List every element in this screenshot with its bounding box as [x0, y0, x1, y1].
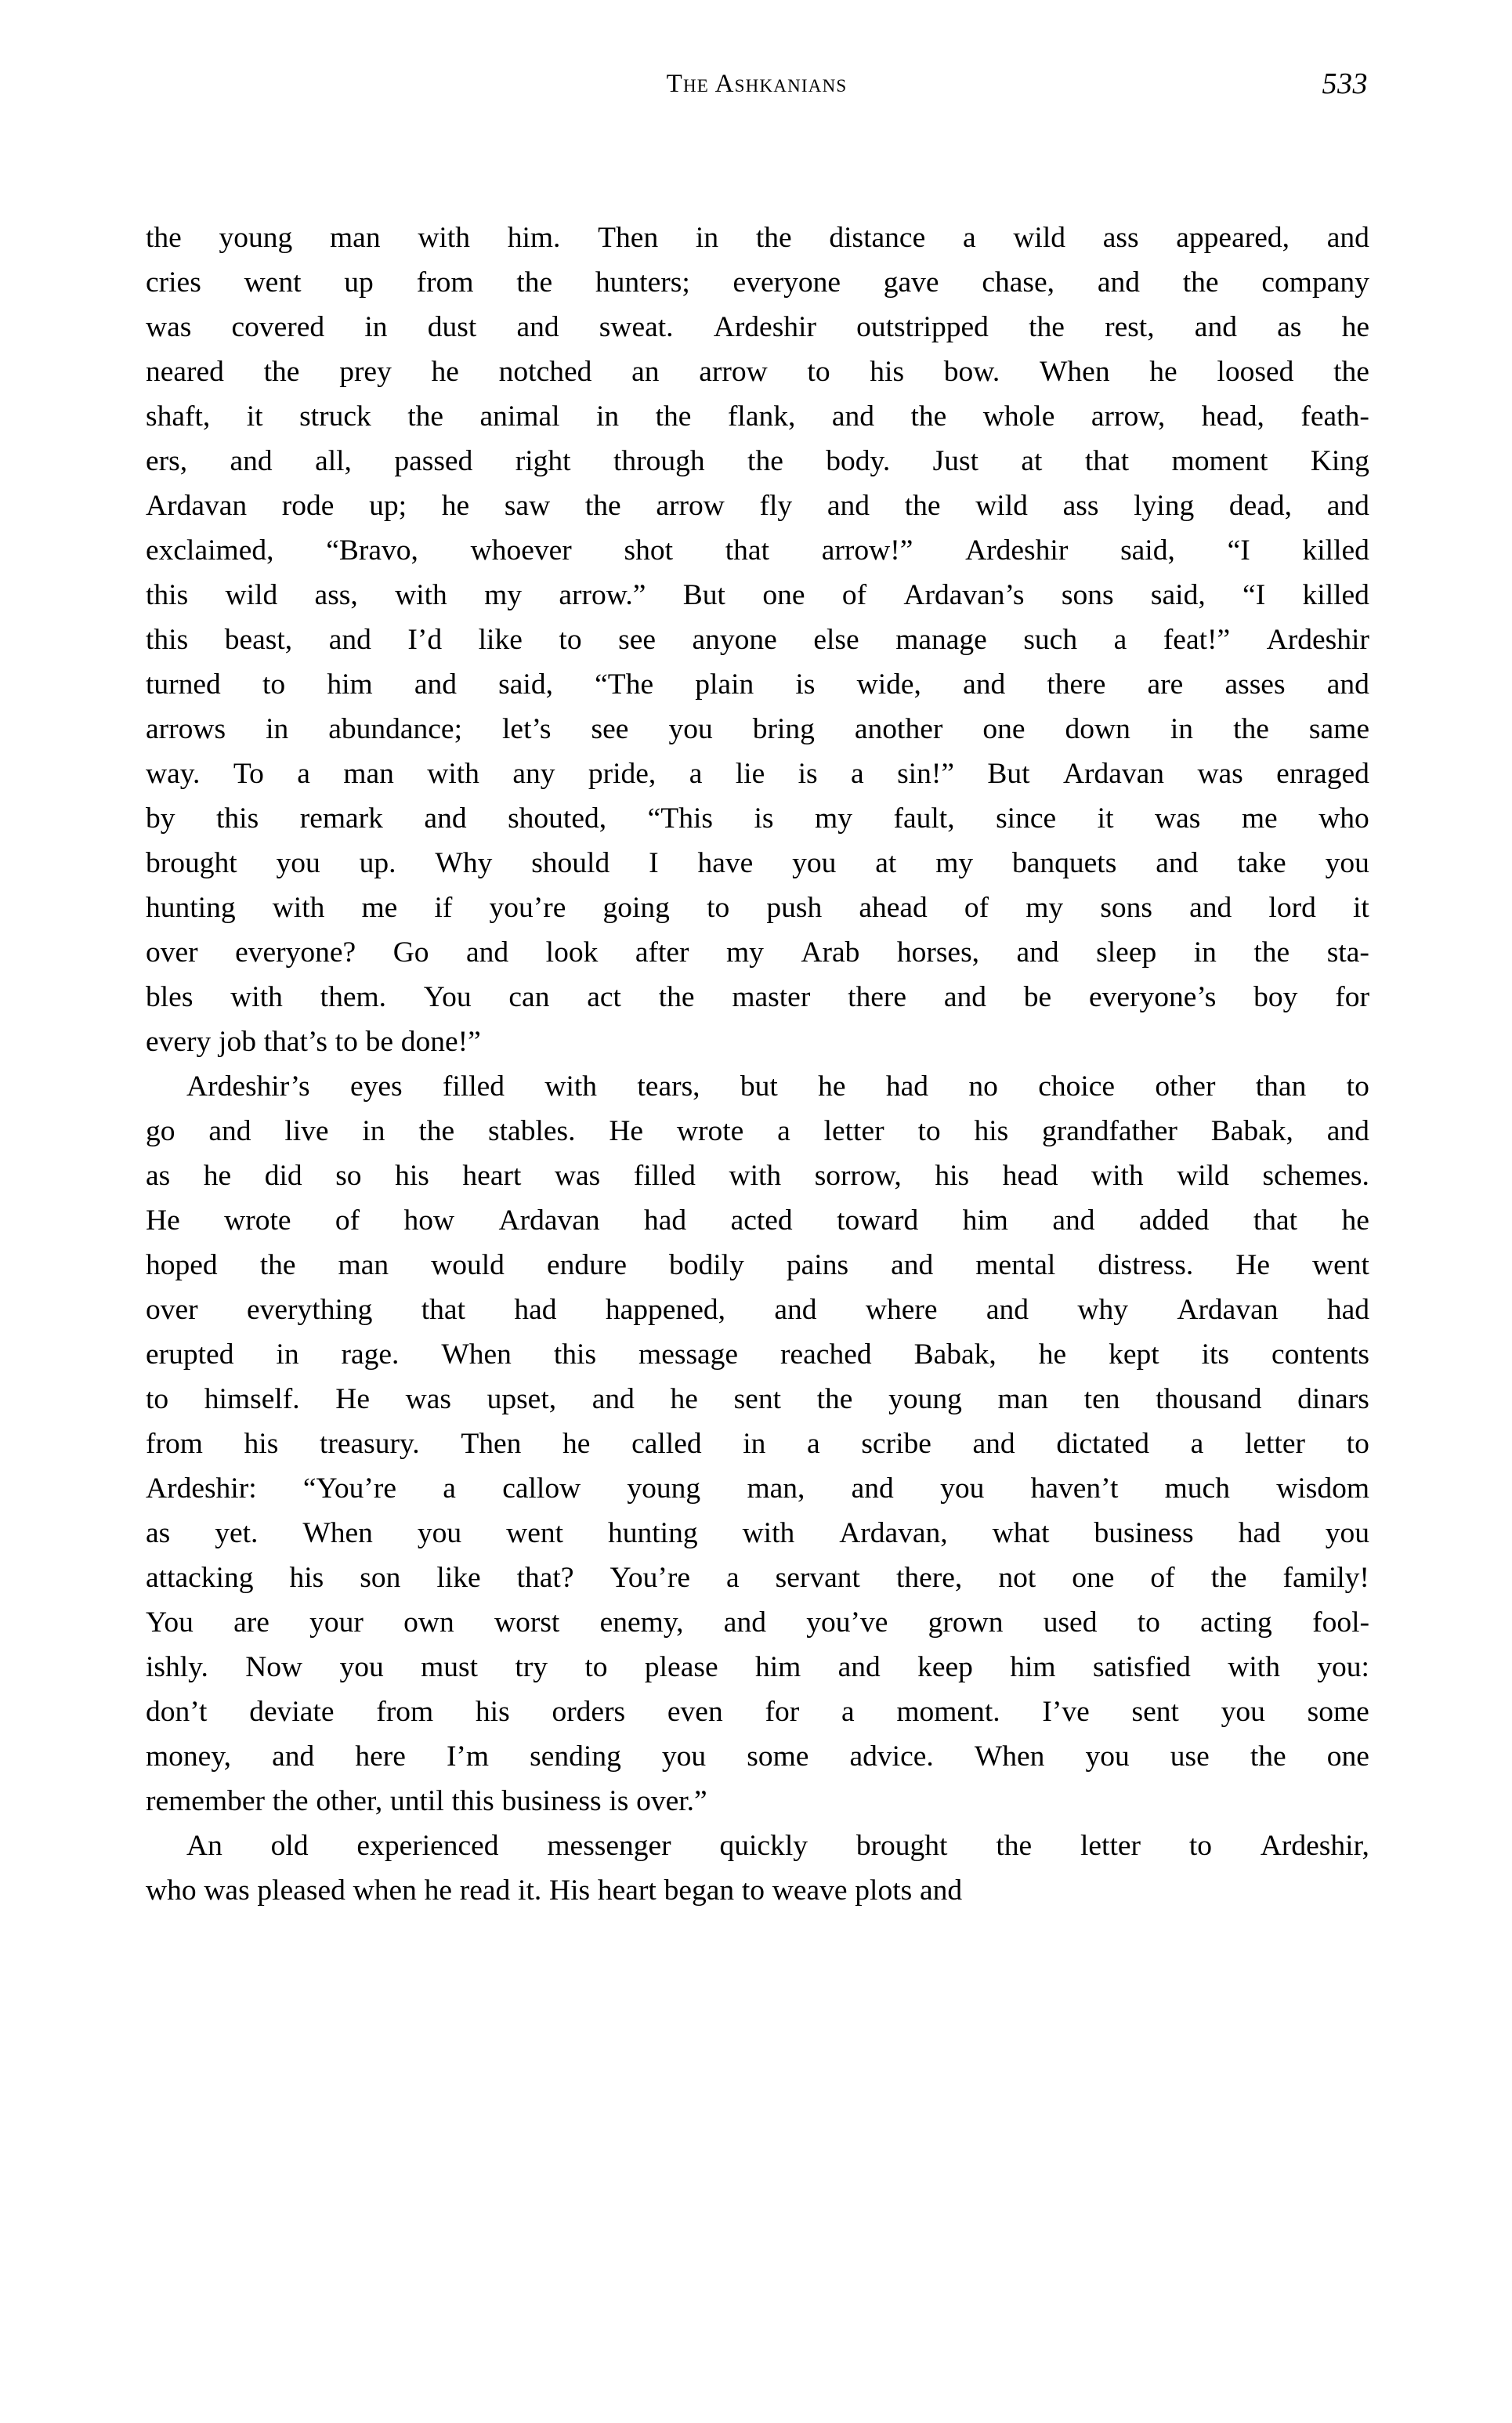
text-line: was covered in dust and sweat. Ardeshir outstripped the rest, and as he	[146, 311, 1369, 343]
text-line: go and live in the stables. He wrote a letter to his grandfather Babak, and	[146, 1115, 1369, 1147]
text-line: neared the prey he notched an arrow to his bow. When he loosed the	[146, 356, 1369, 388]
text-line: way. To a man with any pride, a lie is a sin!” But Ardavan was enraged	[146, 758, 1369, 790]
text-line: Ardavan rode up; he saw the arrow fly and the wild ass lying dead, and	[146, 490, 1369, 522]
text-line: over everyone? Go and look after my Arab horses, and sleep in the sta-	[146, 936, 1369, 969]
text-line: the young man with him. Then in the distance a wild ass appeared, and	[146, 222, 1369, 254]
text-line: from his treasury. Then he called in a scribe and dictated a letter to	[146, 1428, 1369, 1460]
text-line: ishly. Now you must try to please him and keep him satisfied with you:	[146, 1651, 1369, 1683]
text-line: arrows in abundance; let’s see you bring another one down in the same	[146, 713, 1369, 745]
text-line: over everything that had happened, and where and why Ardavan had	[146, 1294, 1369, 1326]
text-line: as yet. When you went hunting with Ardavan, what business had you	[146, 1517, 1369, 1549]
page-number: 533	[1322, 67, 1368, 100]
text-line: Ardeshir’s eyes filled with tears, but he had no choice other than to	[186, 1070, 1369, 1103]
page-header	[146, 66, 1368, 113]
text-line: remember the other, until this business is over.”	[146, 1785, 707, 1817]
text-line: cries went up from the hunters; everyone gave chase, and the company	[146, 266, 1369, 299]
body-text	[146, 215, 1369, 1913]
text-line: shaft, it struck the animal in the flank, and the whole arrow, head, feath-	[146, 400, 1369, 433]
text-line: He wrote of how Ardavan had acted toward him and added that he	[146, 1204, 1369, 1237]
text-line: hunting with me if you’re going to push ahead of my sons and lord it	[146, 892, 1369, 924]
text-line: Ardeshir: “You’re a callow young man, and you haven’t much wisdom	[146, 1472, 1369, 1505]
text-line: hoped the man would endure bodily pains and mental distress. He went	[146, 1249, 1369, 1281]
text-line: don’t deviate from his orders even for a moment. I’ve sent you some	[146, 1696, 1369, 1728]
paragraph	[146, 1824, 1369, 1913]
paragraph	[146, 1064, 1369, 1824]
text-line: brought you up. Why should I have you at my banquets and take you	[146, 847, 1369, 879]
running-head: The Ashkanians	[666, 70, 848, 98]
text-line: who was pleased when he read it. His heart began to weave plots and	[146, 1874, 963, 1907]
text-line: exclaimed, “Bravo, whoever shot that arrow!” Ardeshir said, “I killed	[146, 534, 1369, 567]
text-line: by this remark and shouted, “This is my fault, since it was me who	[146, 802, 1369, 835]
text-line: money, and here I’m sending you some advice. When you use the one	[146, 1740, 1369, 1773]
text-line: this beast, and I’d like to see anyone else manage such a feat!” Ardeshir	[146, 624, 1369, 656]
text-line: An old experienced messenger quickly brought the letter to Ardeshir,	[186, 1830, 1369, 1862]
text-line: to himself. He was upset, and he sent the young man ten thousand dinars	[146, 1383, 1369, 1415]
text-line: this wild ass, with my arrow.” But one of Ardavan’s sons said, “I killed	[146, 579, 1369, 611]
text-line: as he did so his heart was filled with sorrow, his head with wild schemes.	[146, 1160, 1369, 1192]
text-line: turned to him and said, “The plain is wide, and there are asses and	[146, 668, 1369, 701]
text-line: erupted in rage. When this message reached Babak, he kept its contents	[146, 1338, 1369, 1371]
text-line: You are your own worst enemy, and you’ve grown used to acting fool-	[146, 1606, 1369, 1639]
text-line: ers, and all, passed right through the body. Just at that moment King	[146, 445, 1369, 477]
text-line: every job that’s to be done!”	[146, 1026, 481, 1058]
paragraph	[146, 215, 1369, 1064]
text-line: attacking his son like that? You’re a servant there, not one of the family!	[146, 1562, 1369, 1594]
text-line: bles with them. You can act the master there and be everyone’s boy for	[146, 981, 1369, 1013]
